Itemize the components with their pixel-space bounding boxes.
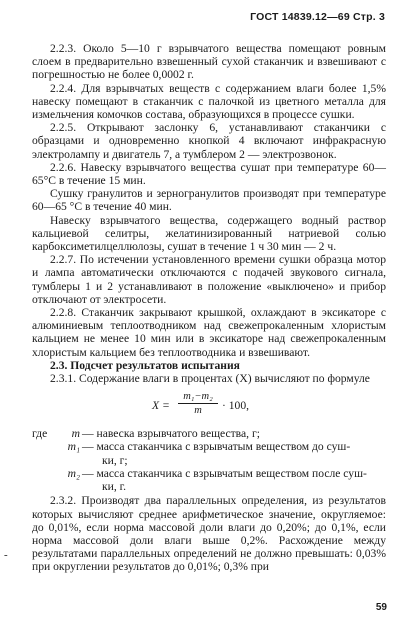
definition-continuation: ки, г; xyxy=(102,453,128,467)
page-number: 59 xyxy=(375,602,387,613)
paragraph-saltpeter-drying: Навеску взрывчатого вещества, содержащего водный раствор кальциевой селитры, желатинизированный натриевой солью карбоксиметилцеллюлозы, сушат в течение 1 ч 30 мин — 2 ч. xyxy=(32,213,386,254)
definition-symbol: m xyxy=(71,427,80,441)
definition-row xyxy=(32,467,386,480)
formula-numerator: m₁−m₂ xyxy=(178,391,218,404)
section-heading: 2.3. Подсчет результатов испытания xyxy=(50,358,240,372)
definitions-lead: где xyxy=(32,427,48,441)
definition-row xyxy=(32,427,386,440)
formula-lhs: X = xyxy=(152,399,170,413)
definition-continuation: ки, г. xyxy=(102,480,126,494)
paragraph-2-2-7: 2.2.7. По истечении установленного времени сушки образца мотор и лампа автоматически отключаются с подачей звукового сигнала, тумблеры 1 и 2 устанавливают в положение «выключено» и прибор отключают от электросети. xyxy=(32,253,386,306)
formula-fraction xyxy=(178,391,218,417)
paragraph-2-2-8: 2.2.8. Стаканчик закрывают крышкой, охлаждают в эксикаторе с алюминиевым теплоотводником над свежепрокаленным хлористым кальцием не менее 10 мин или в эксикаторе над свежепрокаленным хлористым кальцием без теплоотводника и взвешивают. xyxy=(32,306,386,359)
paragraph-2-2-6: 2.2.6. Навеску взрывчатого вещества сушат при температуре 60—65°С в течение 15 мин. xyxy=(32,160,386,188)
paragraph-2-2-3: 2.2.3. Около 5—10 г взрывчатого вещества помещают ровным слоем в предварительно взвешенный сухой стаканчик и взвешивают с погрешностью не более 0,0002 г. xyxy=(32,42,386,82)
paragraph-2-2-4: 2.2.4. Для взрывчатых веществ с содержанием влаги более 1,5% навеску помещают в стаканчик с палочкой из цветного металла для измельчения комочков состава, образующихся в процессе сушки. xyxy=(32,81,386,122)
formula-intro: 2.3.1. Содержание влаги в процентах (X) вычисляют по формуле xyxy=(50,372,370,386)
paragraph-2-2-5: 2.2.5. Открывают заслонку 6, устанавливают стаканчики с образцами и одновременно кнопкой 4 включают инфракрасную электролампу и двигатель 7, а тумблером 2 — электрозвонок. xyxy=(32,121,386,161)
definition-text: — масса стаканчика с взрывчатым веществом до суш- xyxy=(82,440,351,454)
formula-definitions xyxy=(32,427,386,493)
margin-mark: - xyxy=(4,549,8,561)
definition-symbol: m₂ xyxy=(67,466,80,480)
page-header: ГОСТ 14839.12—69 Стр. 3 xyxy=(250,11,385,23)
definition-text: — навеска взрывчатого вещества, г; xyxy=(82,427,260,441)
moisture-formula xyxy=(32,391,386,421)
document-body xyxy=(32,42,386,574)
formula-denominator: m xyxy=(194,405,202,417)
formula-rhs: · 100, xyxy=(222,399,250,413)
definition-symbol: m₁ xyxy=(67,440,80,454)
definition-text: — масса стаканчика с взрывчатым веществом после суш- xyxy=(82,466,367,480)
paragraph-granulite-drying: Сушку гранулитов и зерногранулитов производят при температуре 60—65 °С в течение 40 мин. xyxy=(32,187,386,214)
definition-row xyxy=(32,440,386,453)
paragraph-2-3-2: 2.3.2. Производят два параллельных определения, из результатов которых вычисляют среднее арифметическое значение, округляемое: до 0,01%, если норма массовой доли влаги до 0,20%; до 0,1%, если норма массовой доли влаги выше 0,2%. Расхождение между результатами параллельных определений не должно превышать: 0,03% при округлении результатов до 0,01%; 0,3% при xyxy=(32,494,386,574)
